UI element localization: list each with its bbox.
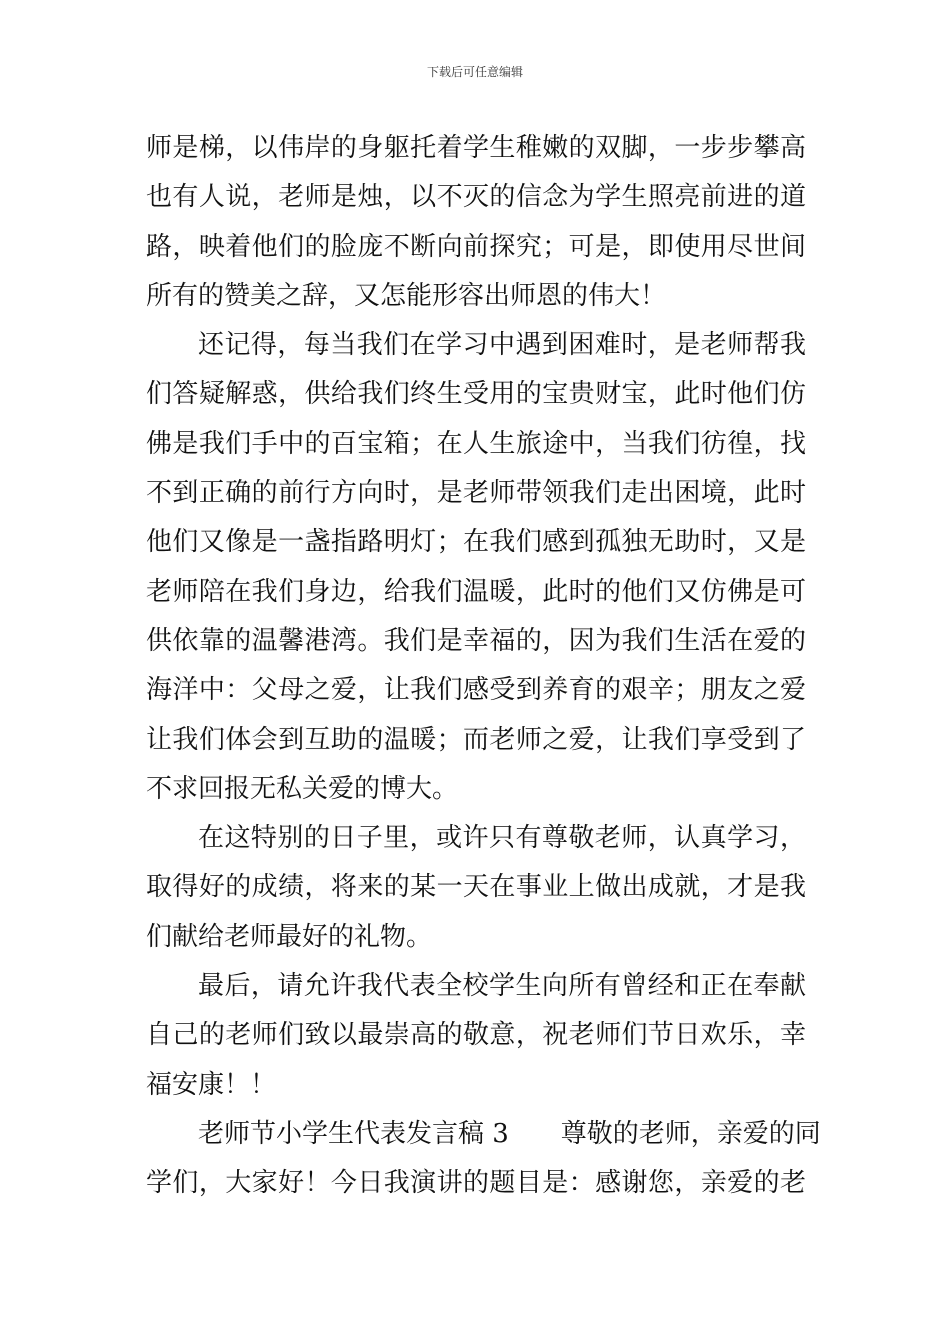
text-line: 们答疑解惑，供给我们终生受用的宝贵财宝，此时他们仿 — [146, 379, 806, 410]
text-line: 取得好的成绩，将来的某一天在事业上做出成就，才是我 — [146, 872, 806, 903]
text-line: 师是梯，以伟岸的身躯托着学生稚嫩的双脚，一步步攀高 — [146, 133, 806, 163]
text-line: 福安康！！ — [146, 1069, 277, 1100]
text-line: 在这特别的日子里，或许只有尊敬老师，认真学习， — [198, 823, 806, 854]
text-line: 不到正确的前行方向时，是老师带领我们走出困境，此时 — [146, 478, 806, 509]
text-line: 让我们体会到互助的温暖；而老师之爱，让我们享受到了 — [146, 724, 806, 755]
text-line: 老师陪在我们身边，给我们温暖，此时的他们又仿佛是可 — [146, 576, 806, 607]
text-line: 还记得，每当我们在学习中遇到困难时，是老师帮我 — [198, 330, 806, 361]
text-line: 最后，请允许我代表全校学生向所有曾经和正在奉献 — [198, 971, 806, 1002]
text-line: 路，映着他们的脸庞不断向前探究；可是，即使用尽世间 — [146, 231, 806, 262]
text-line: 老师节小学生代表发言稿 3 尊敬的老师，亲爱的同 — [198, 1118, 821, 1149]
text-line: 他们又像是一盏指路明灯；在我们感到孤独无助时，又是 — [146, 527, 806, 558]
page-header: 下载后可任意编辑 — [426, 65, 523, 79]
text-line: 学们，大家好！今日我演讲的题目是：感谢您，亲爱的老 — [146, 1168, 806, 1199]
text-line: 供依靠的温馨港湾。我们是幸福的，因为我们生活在爱的 — [146, 625, 806, 656]
text-line: 不求回报无私关爱的博大。 — [146, 773, 459, 804]
text-line: 们献给老师最好的礼物。 — [146, 921, 433, 952]
text-line: 也有人说，老师是烛，以不灭的信念为学生照亮前进的道 — [146, 182, 806, 213]
text-line: 自己的老师们致以最崇高的敬意，祝老师们节日欢乐，幸 — [146, 1020, 806, 1051]
text-line: 海洋中：父母之爱，让我们感受到养育的艰辛；朋友之爱 — [146, 675, 806, 706]
text-line: 所有的赞美之辞，又怎能形容出师恩的伟大！ — [146, 280, 667, 311]
text-line: 佛是我们手中的百宝箱；在人生旅途中，当我们彷徨，找 — [146, 428, 806, 459]
document-body — [146, 124, 821, 1209]
